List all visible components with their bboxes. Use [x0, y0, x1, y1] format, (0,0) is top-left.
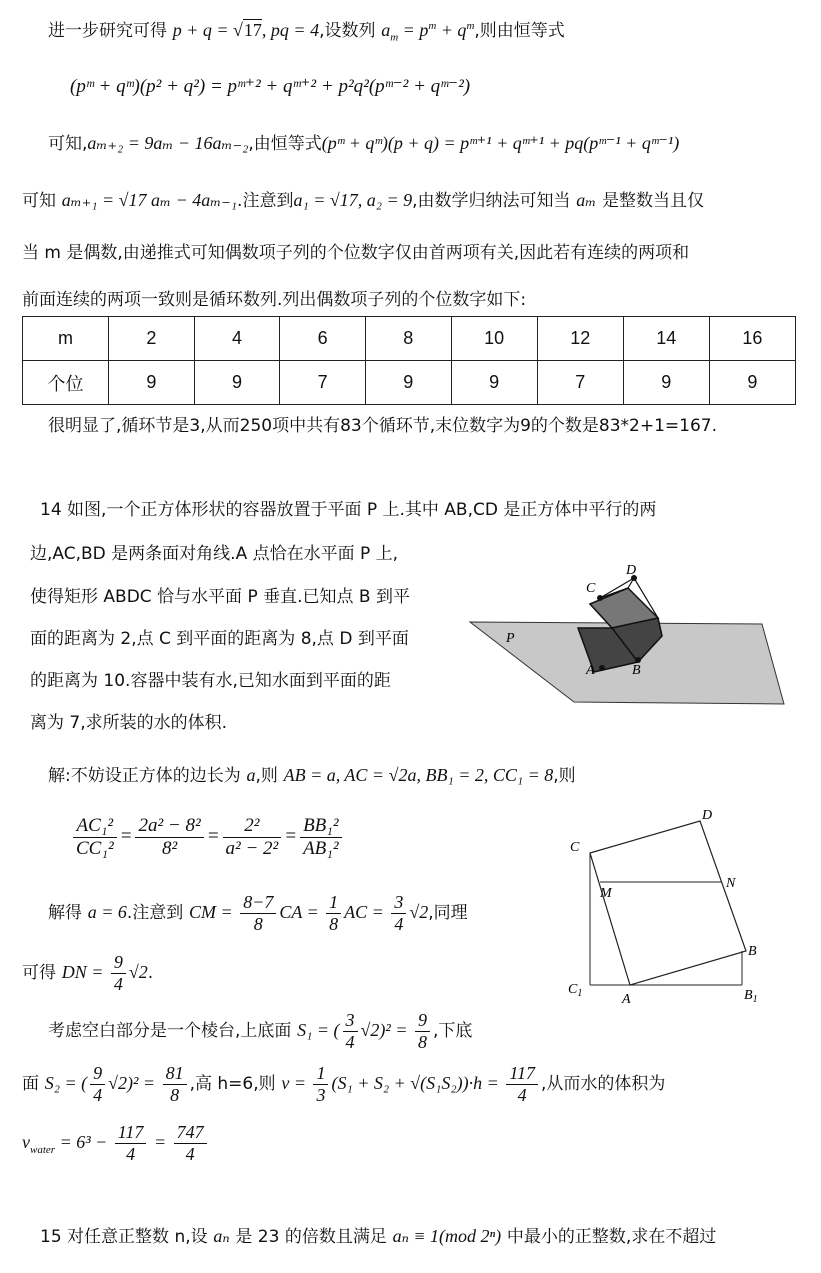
- label-c: C: [586, 581, 596, 596]
- text: 可知,: [48, 134, 88, 154]
- text: 进一步研究可得: [48, 21, 167, 41]
- math: + q: [436, 20, 467, 40]
- numerator: 1: [313, 1063, 328, 1085]
- math: CA =: [279, 902, 324, 923]
- denominator: 4: [517, 1084, 527, 1105]
- numerator: 3: [391, 892, 406, 914]
- problem14-line-2: 边,AC,BD 是两条面对角线.A 点恰在水平面 P 上,: [30, 544, 399, 564]
- math: aₙ ≡ 1(mod 2ⁿ): [392, 1226, 502, 1246]
- label-p: P: [506, 631, 515, 646]
- table-cell: 16: [709, 317, 795, 361]
- fraction: [313, 1063, 328, 1105]
- label-d: D: [702, 808, 713, 823]
- numerator: 9: [90, 1063, 105, 1085]
- text: ,由数学归纳法可知当: [412, 191, 571, 211]
- numerator: 9: [111, 952, 126, 974]
- fraction: [73, 815, 117, 860]
- math: √2)² =: [108, 1073, 160, 1094]
- text: 面: [22, 1074, 39, 1095]
- math: √2: [409, 902, 429, 923]
- text-line-1: 进一步研究可得 p + q = √17, pq = 4,设数列 $a_m = p^m + q^m$,则由恒等式: [48, 20, 565, 44]
- numerator: 2²: [223, 815, 282, 838]
- numerator: 1: [326, 892, 341, 914]
- numerator: 3: [343, 1010, 358, 1032]
- text: .注意到: [237, 191, 294, 211]
- denominator: 8: [170, 1084, 180, 1105]
- math: aₘ: [576, 190, 597, 210]
- table-cell: 8: [365, 317, 451, 361]
- problem14-line-1: 14 如图,一个正方体形状的容器放置于平面 P 上.其中 AB,CD 是正方体中平行的两: [40, 500, 657, 520]
- fraction: [111, 952, 126, 994]
- label-b1: [744, 988, 758, 1005]
- math: (pᵐ + qᵐ)(p + q) = pᵐ⁺¹ + qᵐ⁺¹ + pq(pᵐ⁻¹ + qᵐ⁻¹): [321, 133, 680, 153]
- table-cell: 9: [623, 361, 709, 405]
- table-cell: 7: [280, 361, 366, 405]
- solution-line-6: [22, 1063, 665, 1105]
- text-line-4: [22, 190, 704, 212]
- label-n: N: [726, 876, 736, 891]
- text: ,则由恒等式: [474, 21, 565, 41]
- label-c1-letter: C: [568, 982, 578, 997]
- numerator: 747: [174, 1122, 207, 1144]
- table-cell: 12: [537, 317, 623, 361]
- text: 考虑空白部分是一个棱台,上底面: [48, 1021, 292, 1042]
- numerator: 9: [415, 1010, 430, 1032]
- math: AB = a, AC = √2a, BB₁ = 2, CC₁ = 8: [283, 765, 554, 785]
- math: v =: [281, 1073, 311, 1094]
- text: ,高 h=6,则: [189, 1074, 276, 1095]
- text: ,下底: [432, 1021, 473, 1042]
- table-row: [23, 317, 796, 361]
- text: ,从而水的体积为: [540, 1074, 666, 1095]
- table-cell: 2: [109, 317, 195, 361]
- math: = 6³ −: [55, 1132, 112, 1153]
- problem15-line: [40, 1226, 716, 1248]
- problem14-line-5: 的距离为 10.容器中装有水,已知水面到平面的距: [30, 671, 391, 691]
- math: a: [246, 765, 256, 785]
- text: ,则: [255, 766, 278, 786]
- math: DN =: [61, 962, 108, 983]
- table-cell: 9: [365, 361, 451, 405]
- fraction: [343, 1010, 358, 1052]
- table-cell: 10: [451, 317, 537, 361]
- solution-line-5: [48, 1010, 472, 1052]
- text: 可知: [22, 191, 56, 211]
- table-cell: 9: [109, 361, 195, 405]
- math: CM =: [189, 902, 238, 923]
- math: p + q =: [172, 20, 234, 40]
- solution-line-7: [22, 1122, 210, 1164]
- numerator: 117: [506, 1063, 538, 1085]
- math: aₘ₊₂ = 9aₘ − 16aₘ₋₂: [87, 133, 249, 153]
- point-c: [597, 595, 603, 601]
- label-b1-sub: 1: [752, 994, 758, 1005]
- denominator: 8²: [161, 837, 178, 859]
- math: a = 6: [87, 902, 127, 923]
- denominator: 8: [253, 913, 263, 934]
- table-cell: 14: [623, 317, 709, 361]
- fraction: [326, 892, 341, 934]
- label-a: A: [622, 992, 631, 1005]
- math: √2: [128, 962, 148, 983]
- denominator: 4: [345, 1031, 355, 1052]
- text-line-3: [48, 133, 679, 155]
- numerator: 2a² − 8²: [135, 815, 203, 838]
- text: ,则: [553, 766, 576, 786]
- denominator: 4: [185, 1143, 195, 1164]
- conclusion-line: 很明显了,循环节是3,从而250项中共有83个循环节,末位数字为9的个数是83*2+1=167.: [48, 416, 718, 436]
- label-d: D: [626, 563, 637, 578]
- fraction: [223, 815, 282, 860]
- text: 解:不妨设正方体的边长为: [48, 766, 241, 786]
- digits-table: [22, 316, 796, 405]
- table-row: [23, 361, 796, 405]
- math: aₘ₊₁ = √17 aₘ − 4aₘ₋₁: [61, 190, 238, 210]
- label-b: B: [632, 663, 641, 678]
- math: aₙ: [213, 1226, 230, 1246]
- fraction: [115, 1122, 147, 1164]
- square-abdc: [590, 821, 746, 985]
- text-line-6: 前面连续的两项一致则是循环数列.列出偶数项子列的个位数字如下:: [22, 290, 527, 310]
- fraction: [415, 1010, 430, 1052]
- math: (S₁ + S₂ + √(S₁S₂))·h =: [331, 1073, 504, 1094]
- math: a: [381, 20, 391, 40]
- label-c: C: [570, 840, 580, 855]
- table-cell: 9: [451, 361, 537, 405]
- solution-line-1: [48, 765, 576, 787]
- label-b1-letter: B: [744, 988, 753, 1003]
- denominator: AB₁²: [303, 837, 339, 859]
- math: S₂ = (: [44, 1073, 88, 1094]
- denominator: 4: [126, 1143, 136, 1164]
- label-m: M: [600, 886, 612, 901]
- cross-section-figure: [560, 805, 785, 1005]
- label-b: B: [748, 944, 757, 959]
- table-cell: m: [23, 317, 109, 361]
- fraction: [174, 1122, 207, 1164]
- point-a: [599, 665, 605, 671]
- numerator: 8−7: [240, 892, 276, 914]
- table-cell: 9: [709, 361, 795, 405]
- text: ,同理: [428, 903, 468, 924]
- numerator: BB₁²: [300, 815, 342, 838]
- math: v: [22, 1132, 30, 1153]
- table-cell: 9: [194, 361, 280, 405]
- text: 是 23 的倍数且满足: [235, 1227, 387, 1247]
- table-cell: 7: [537, 361, 623, 405]
- text-line-5: 当 m 是偶数,由递推式可知偶数项子列的个位数字仅由首两项有关,因此若有连续的两项和: [22, 243, 690, 263]
- identity-equation: (pᵐ + qᵐ)(p² + q²) = pᵐ⁺² + qᵐ⁺² + p²q²(pᵐ⁻² + qᵐ⁻²): [70, 76, 471, 97]
- math: =: [149, 1132, 171, 1153]
- math: = p: [398, 20, 429, 40]
- text: 中最小的正整数,求在不超过: [506, 1227, 717, 1247]
- math: m: [390, 31, 399, 44]
- label-c1: [568, 982, 582, 999]
- denominator: 8: [417, 1031, 427, 1052]
- math: 17: [243, 20, 262, 40]
- label-a: A: [586, 663, 595, 678]
- text: 是整数当且仅: [602, 191, 705, 211]
- text: ,由恒等式: [248, 134, 322, 154]
- denominator: 4: [394, 913, 404, 934]
- math: water: [30, 1143, 56, 1156]
- math: a₁ = √17, a₂ = 9: [293, 190, 413, 210]
- solution-line-3: [48, 892, 468, 934]
- math: m: [466, 20, 475, 32]
- label-c1-sub: 1: [577, 988, 583, 999]
- text: .: [147, 963, 154, 984]
- fraction: [240, 892, 276, 934]
- table-cell: 个位: [23, 361, 109, 405]
- math: m: [428, 20, 437, 32]
- text: ,设数列: [319, 21, 376, 41]
- fraction: [391, 892, 406, 934]
- aux-line: [742, 951, 746, 985]
- numerator: 117: [115, 1122, 147, 1144]
- text: 15 对任意正整数 n,设: [40, 1227, 208, 1247]
- fraction: [300, 815, 342, 860]
- denominator: 3: [316, 1084, 326, 1105]
- math: AC =: [344, 902, 389, 923]
- fraction: [90, 1063, 105, 1105]
- solution-line-4: [22, 952, 153, 994]
- problem14-line-6: 离为 7,求所装的水的体积.: [30, 713, 228, 733]
- problem14-line-3: 使得矩形 ABDC 恰与水平面 P 垂直.已知点 B 到平: [30, 587, 410, 607]
- math: √2)² =: [360, 1020, 412, 1041]
- denominator: CC₁²: [76, 837, 114, 859]
- denominator: 4: [93, 1084, 103, 1105]
- numerator: AC₁²: [73, 815, 117, 838]
- text: 解得: [48, 903, 82, 924]
- denominator: a² − 2²: [225, 837, 279, 859]
- text: 可得: [22, 963, 56, 984]
- fraction: [506, 1063, 538, 1105]
- cube-on-plane-figure: [462, 560, 792, 710]
- problem14-line-4: 面的距离为 2,点 C 到平面的距离为 8,点 D 到平面: [30, 629, 409, 649]
- fraction: [135, 815, 203, 860]
- denominator: 4: [113, 973, 123, 994]
- table-cell: 6: [280, 317, 366, 361]
- ratio-equation: $\frac{\text{AC₁²}}{\text{CC₁²}}$ = $\frac{\text{2a² − 8²}}{\text{8²}}$ = $\frac{\text{2²}}{\text{a² − 2²}}$ = $\frac{\text{BB₁²}}{\text{AB₁²}}$: [70, 815, 345, 860]
- math: S₁ = (: [297, 1020, 340, 1041]
- table-cell: 4: [194, 317, 280, 361]
- denominator: 8: [329, 913, 339, 934]
- math: , pq = 4: [261, 20, 320, 40]
- fraction: [163, 1063, 187, 1105]
- text: .注意到: [126, 903, 184, 924]
- numerator: 81: [163, 1063, 187, 1085]
